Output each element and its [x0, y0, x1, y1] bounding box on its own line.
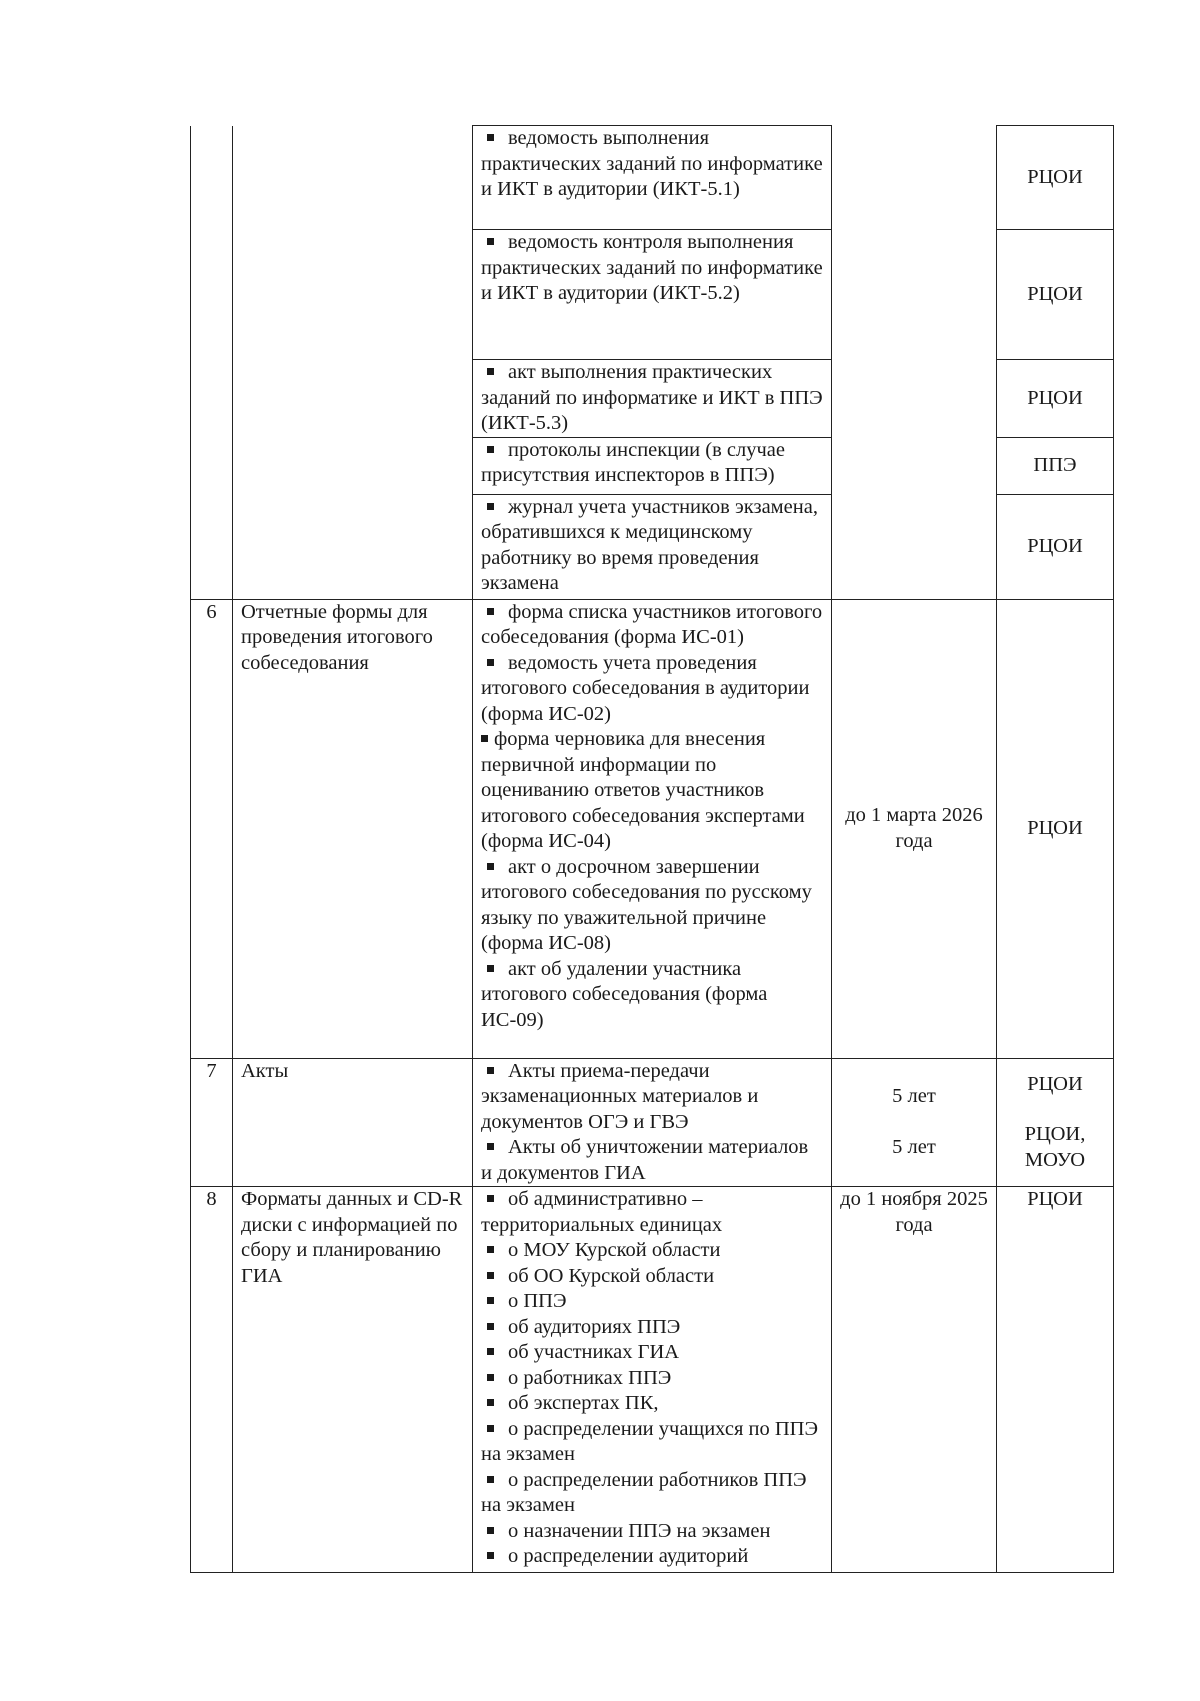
- list-item: протоколы инспекции (в случае присутствия инспекторов в ППЭ): [473, 437, 832, 494]
- row-title-cell: [233, 126, 473, 600]
- bullet-icon: [487, 659, 494, 666]
- bullet-icon: [487, 1476, 494, 1483]
- list-cell: Акты приема-передачи экзаменационных материалов и документов ОГЭ и ГВЭ Акты об уничтожении материалов и документов ГИА: [473, 1058, 832, 1187]
- bullet-icon: [487, 1323, 494, 1330]
- list-item: ведомость контроля выполнения практических заданий по информатике и ИКТ в аудитории (ИКТ-5.2): [473, 230, 832, 360]
- bullet-icon: [487, 1272, 494, 1279]
- row-number-cell: [191, 126, 233, 600]
- bullet-icon: [487, 1143, 494, 1150]
- bullet-icon: [487, 1297, 494, 1304]
- list-item: журнал учета участников экзамена, обратившихся к медицинскому работнику во время проведения экзамена: [473, 494, 832, 599]
- term-cell: до 1 ноября 2025 года: [832, 1187, 997, 1573]
- bullet-icon: [487, 503, 494, 510]
- responsible-cell: [997, 1058, 1114, 1187]
- table-row: [191, 599, 1114, 1058]
- bullet-icon: [487, 446, 494, 453]
- document-table: [190, 125, 1114, 1573]
- term-value: 5 лет: [892, 1085, 936, 1108]
- table-row: [191, 1058, 1114, 1187]
- list-cell: форма списка участников итогового собеседования (форма ИС-01) ведомость учета проведения итогового собеседования в аудитории (форма ИС-02) форма черновика для внесения первичной информации по оцениванию ответов участников итогового собеседования экспертами (форма ИС-04) акт о досрочном завершении итогового собеседования по русскому языку по уважительной причине (форма ИС-08) акт об удалении участника итогового собеседования (форма ИС-09): [473, 599, 832, 1058]
- bullet-icon: [487, 1195, 494, 1202]
- bullet-icon: [487, 1374, 494, 1381]
- row-number-cell: 7: [191, 1058, 233, 1187]
- bullet-icon: [487, 1067, 494, 1074]
- list-item: ведомость выполнения практических заданий по информатике и ИКТ в аудитории (ИКТ-5.1): [473, 126, 832, 230]
- bullet-icon: [487, 1246, 494, 1253]
- bullet-icon: [487, 1425, 494, 1432]
- bullet-icon: [487, 368, 494, 375]
- bullet-icon: [487, 863, 494, 870]
- responsible-value: РЦОИ, МОУО: [1024, 1123, 1086, 1171]
- responsible-cell: РЦОИ: [997, 494, 1114, 599]
- row-title-cell: Форматы данных и CD-R диски с информацией по сбору и планированию ГИА: [233, 1187, 473, 1573]
- bullet-icon: [487, 1399, 494, 1406]
- row-number-cell: 8: [191, 1187, 233, 1573]
- bullet-icon: [487, 608, 494, 615]
- responsible-value: РЦОИ: [1027, 1072, 1083, 1095]
- bullet-icon: [487, 965, 494, 972]
- row-title-cell: Акты: [233, 1058, 473, 1187]
- bullet-icon: [481, 735, 488, 742]
- list-item: акт выполнения практических заданий по информатике и ИКТ в ППЭ (ИКТ-5.3): [473, 360, 832, 438]
- responsible-cell: РЦОИ: [997, 230, 1114, 360]
- responsible-cell: ППЭ: [997, 437, 1114, 494]
- bullet-icon: [487, 1348, 494, 1355]
- responsible-cell: РЦОИ: [997, 126, 1114, 230]
- bullet-icon: [487, 1527, 494, 1534]
- responsible-cell: РЦОИ: [997, 360, 1114, 438]
- responsible-cell: РЦОИ: [997, 1187, 1114, 1573]
- row-number-cell: 6: [191, 599, 233, 1058]
- row-title-cell: Отчетные формы для проведения итогового собеседования: [233, 599, 473, 1058]
- list-cell: об административно – территориальных единицах о МОУ Курской области об ОО Курской области о ППЭ об аудиториях ППЭ об участниках ГИА о работниках ППЭ об экспертах ПК, о распределении учащихся по ППЭ на экзамен о распределении работников ППЭ на экзамен о назначении ППЭ на экзамен о распределении аудиторий: [473, 1187, 832, 1573]
- bullet-icon: [487, 134, 494, 141]
- table-row: [191, 126, 1114, 230]
- term-cell: [832, 126, 997, 600]
- bullet-icon: [487, 238, 494, 245]
- term-value: 5 лет: [892, 1135, 936, 1158]
- term-cell: [832, 1058, 997, 1187]
- bullet-icon: [487, 1552, 494, 1559]
- responsible-cell: РЦОИ: [997, 599, 1114, 1058]
- term-cell: до 1 марта 2026 года: [832, 599, 997, 1058]
- table-row: [191, 1187, 1114, 1573]
